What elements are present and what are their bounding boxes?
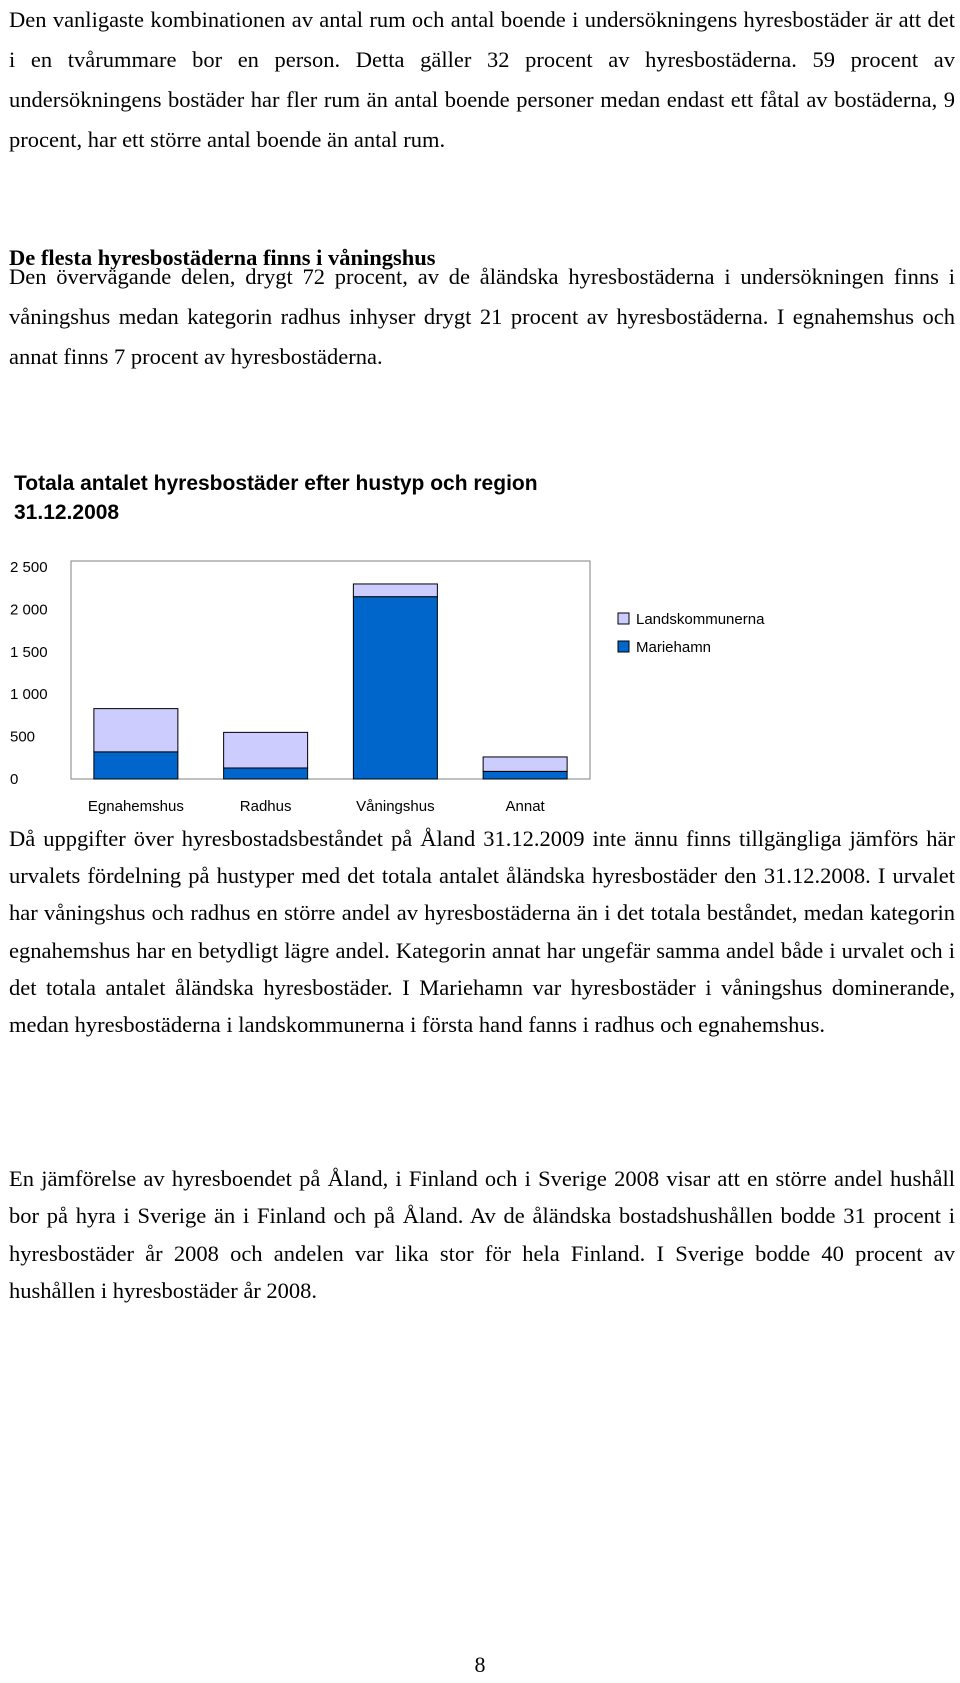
y-tick-label: 2 000 xyxy=(10,601,48,619)
paragraph-comparison: Då uppgifter över hyresbostadsbeståndet på Åland 31.12.2009 inte ännu finns tillgängliga jämförs här urvalets fördelning på hustyper med det totala antalet åländska hyresbostäder den 31.12.2008. I urvalet har våningshus och radhus en större andel av hyresbostäderna än i det totala beståndet, medan kategorin egnahemshus har en betydligt lägre andel. Kategorin annat har ungefär samma andel både i urvalet och i det totala antalet åländska hyresbostäder. I Mariehamn var hyresbostäder i våningshus dominerande, medan hyresbostäderna i landskommunerna i första hand fanns i radhus och egnahemshus. xyxy=(9,826,955,1038)
bar-segment xyxy=(94,752,178,779)
legend-swatch xyxy=(618,641,629,652)
chart-title: Totala antalet hyresbostäder efter hustyp och region 31.12.2008 xyxy=(14,472,538,524)
paragraph-house-types: Den övervägande delen, drygt 72 procent, av de åländska hyresbostäderna i undersökningen finns i våningshus medan kategorin radhus inhyser drygt 21 procent av hyresbostäderna. I egnahemshus och annat finns 7 procent av hyresbostäderna. xyxy=(9,264,955,369)
paragraph-room-combination: Den vanligaste kombinationen av antal rum och antal boende i undersökningens hyresbostäder är att det i en tvårummare bor en person. Detta gäller 32 procent av hyresbostäderna. 59 procent av undersökningens bostäder har fler rum än antal boende personer medan endast ett fåtal av bostäderna, 9 procent, har ett större antal boende än antal rum. xyxy=(9,7,955,152)
bar-segment xyxy=(483,771,567,779)
x-tick-label: Annat xyxy=(505,798,545,815)
x-tick-label: Egnahemshus xyxy=(87,798,184,815)
y-tick-label: 2 500 xyxy=(10,559,48,576)
section-heading: De flesta hyresbostäderna finns i våningshus xyxy=(9,245,436,270)
legend-swatch xyxy=(618,613,629,624)
bar-segment xyxy=(94,709,178,752)
y-tick-label: 1 500 xyxy=(10,643,48,661)
page-number: 8 xyxy=(474,1652,486,1677)
bar-segment xyxy=(353,584,437,597)
bar-segment xyxy=(483,757,567,771)
y-tick-label: 0 xyxy=(10,771,19,788)
x-tick-label: Radhus xyxy=(239,798,292,815)
y-tick-label: 500 xyxy=(10,728,36,746)
paragraph-nordic-comparison: En jämförelse av hyresboendet på Åland, i Finland och i Sverige 2008 visar att en större andel hushåll bor på hyra i Sverige än i Finland och på Åland. Av de åländska bostadshushållen bodde 31 procent i hyresbostäder år 2008 och andelen var lika stor för hela Finland. I Sverige bodde 40 procent av hushållen i hyresbostäder år 2008. xyxy=(9,1166,955,1304)
bar-segment xyxy=(224,732,308,768)
bar-segment xyxy=(353,597,437,779)
legend-label: Mariehamn xyxy=(636,639,712,656)
legend-label: Landskommunerna xyxy=(636,611,765,628)
stacked-bar-chart xyxy=(0,540,765,815)
x-tick-label: Våningshus xyxy=(356,798,435,815)
bar-segment xyxy=(224,768,308,779)
y-tick-label: 1 000 xyxy=(10,686,48,704)
